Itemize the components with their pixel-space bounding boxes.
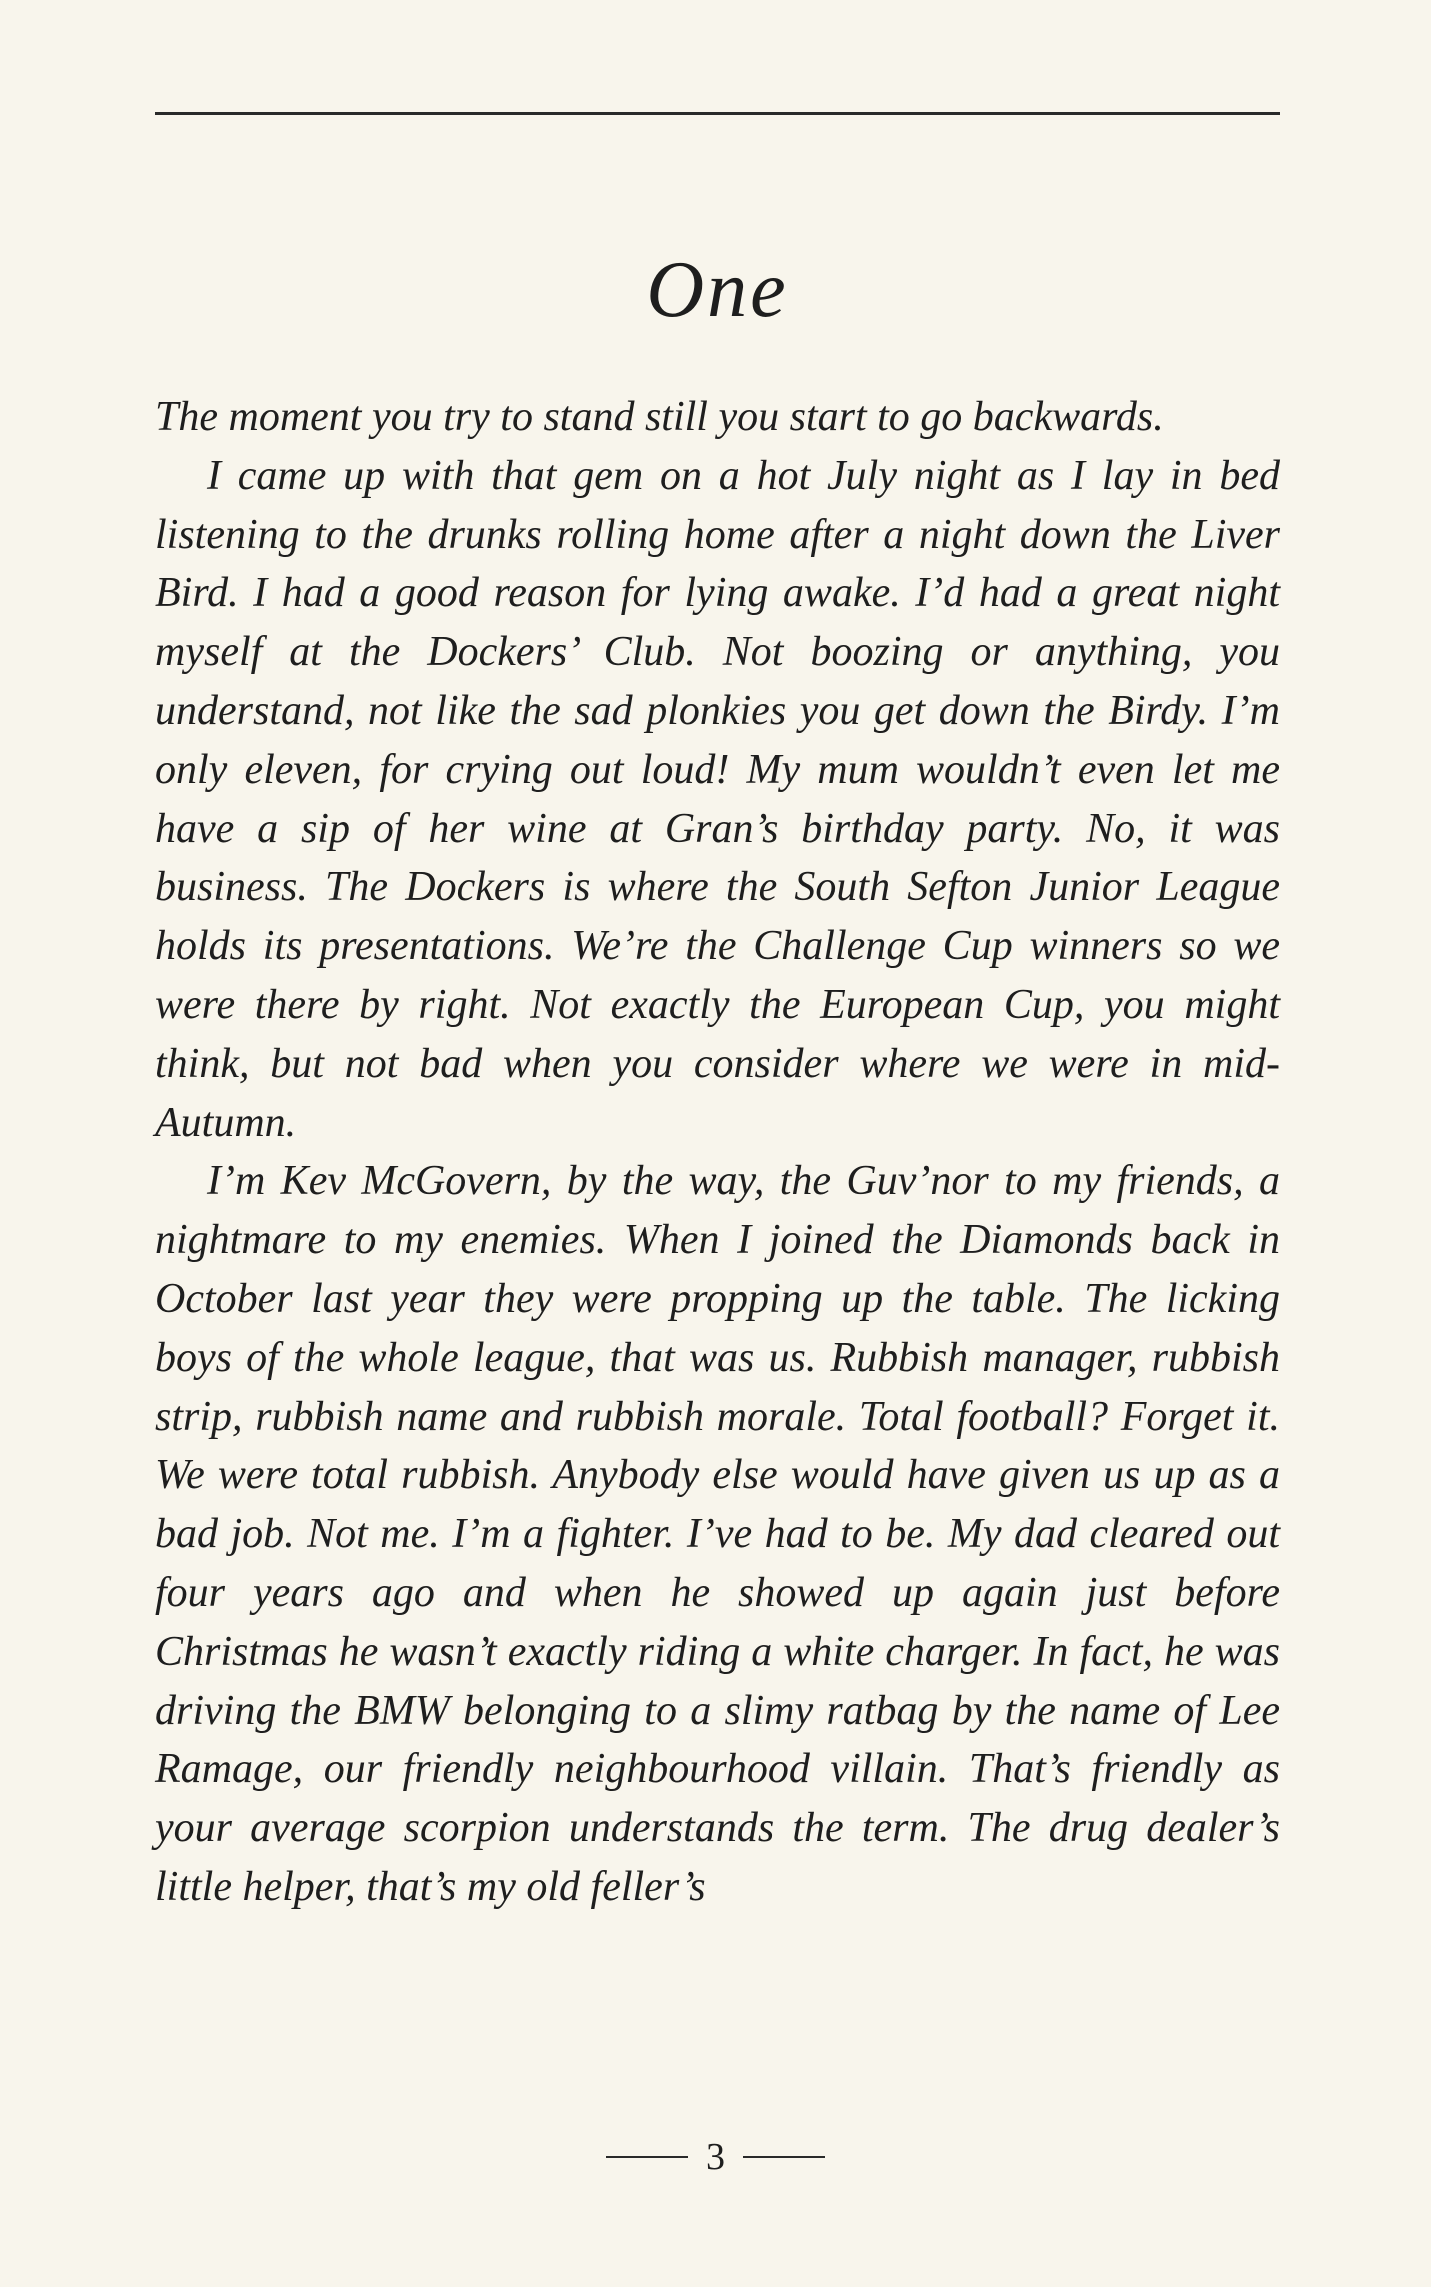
folio-dash-right [743,2156,825,2158]
chapter-title: One [646,246,789,334]
page-number: 3 [706,2136,725,2178]
folio-dash-left [606,2156,688,2158]
paragraph: I’m Kev McGovern, by the way, the Guv’nor to my friends, a nightmare to my enemies. When I joined the Diamonds back in October last year they were propping up the table. The licking boys of the whole league, that was us. Rubbish manager, rubbish strip, rubbish name and rubbish morale. Total football? Forget it. We were total rubbish. Anybody else would have given us up as a bad job. Not me. I’m a fighter. I’ve had to be. My dad cleared out four years ago and when he showed up again just before Christmas he wasn’t exactly riding a white charger. In fact, he was driving the BMW belonging to a slimy ratbag by the name of Lee Ramage, our friendly neighbourhood villain. That’s friendly as your average scorpion understands the term. The drug dealer’s little helper, that’s my old feller’s [155,1158,1280,1910]
paragraph: I came up with that gem on a hot July night as I lay in bed listening to the drunks rolling home after a night down the Liver Bird. I had a good reason for lying awake. I’d had a great night myself at the Dockers’ Club. Not boozing or anything, you understand, not like the sad plonkies you get down the Birdy. I’m only eleven, for crying out loud! My mum wouldn’t even let me have a sip of her wine at Gran’s birthday party. No, it was business. The Dockers is where the South Sefton Junior League holds its presentations. We’re the Challenge Cup winners so we were there by right. Not exactly the European Cup, you might think, but not bad when you consider where we were in mid-Autumn. [155,452,1280,1146]
top-rule [155,112,1280,115]
opening-paragraph: The moment you try to stand still you start to go backwards. [155,394,1164,440]
page-footer [0,2132,1431,2182]
body-text [155,388,1280,1917]
